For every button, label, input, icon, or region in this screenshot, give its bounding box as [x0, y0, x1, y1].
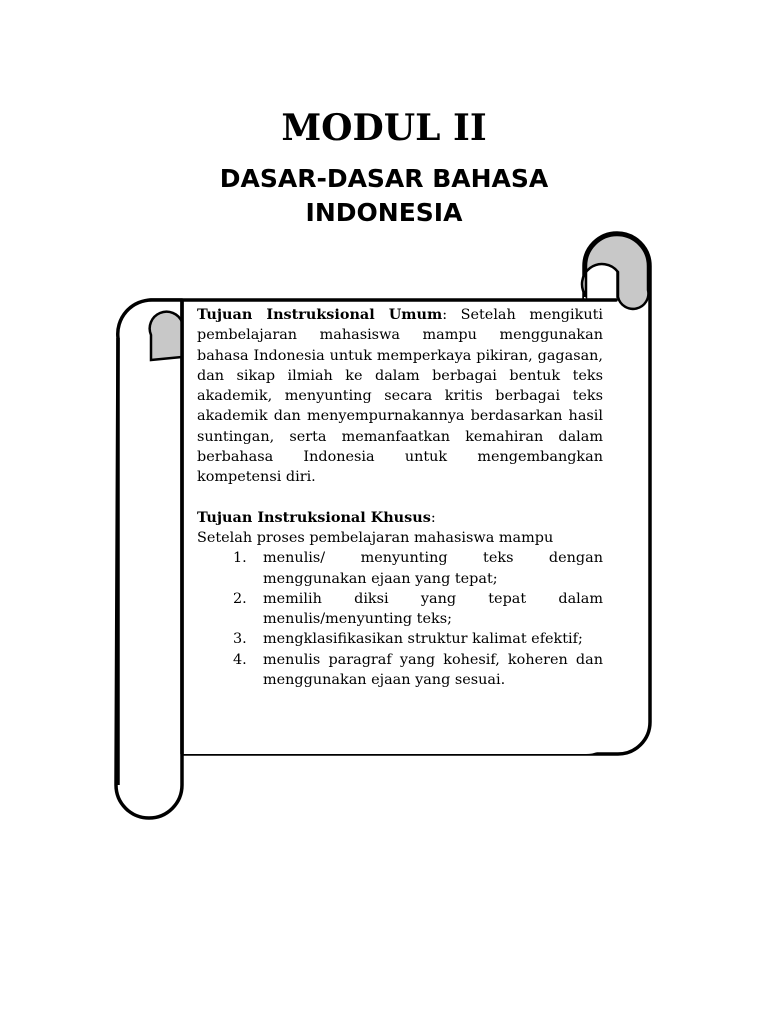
general-objective-label: Tujuan Instruksional Umum [197, 306, 443, 323]
scroll-left-roll [116, 300, 182, 818]
module-title: MODUL II [281, 107, 487, 149]
list-item: 4. menulis paragraf yang kohesif, koheren dan menggunakan ejaan yang sesuai. [233, 651, 603, 689]
list-item: 2. memilih diksi yang tepat dalam menulis/menyunting teks; [233, 590, 603, 628]
specific-objective-heading [197, 508, 603, 528]
list-item: 3. mengklasifikasikan struktur kalimat efektif; [233, 631, 583, 648]
general-objective-text: Setelah mengikuti pembelajaran mahasiswa mampu menggunakan bahasa Indonesia untuk memperkaya pikiran, gagasan, dan sikap ilmiah ke dalam berbagai bentuk teks akademik, menyunting secara kritis berbagai teks akademik dan menyempurnakannya berdasarkan hasil suntingan, serta memanfaatkan kemahiran dalam berbahasa Indonesia untuk mengembangkan kompetensi diri. [197, 307, 603, 486]
specific-objective-list [197, 548, 603, 690]
subtitle-line-2: INDONESIA [305, 198, 463, 227]
specific-objective-colon: : [430, 509, 436, 526]
specific-objective-label: Tujuan Instruksional Khusus [197, 508, 431, 526]
specific-objective-intro: Setelah proses pembelajaran mahasiswa mampu [197, 529, 554, 546]
scroll-left-curl [150, 312, 182, 360]
general-objective [197, 305, 603, 488]
general-objective-colon: : [442, 307, 448, 323]
subtitle-line-1: DASAR-DASAR BAHASA [219, 164, 549, 193]
scroll-content [197, 305, 603, 690]
list-item: 1. menulis/ menyunting teks dengan menggunakan ejaan yang tepat; [233, 550, 603, 587]
